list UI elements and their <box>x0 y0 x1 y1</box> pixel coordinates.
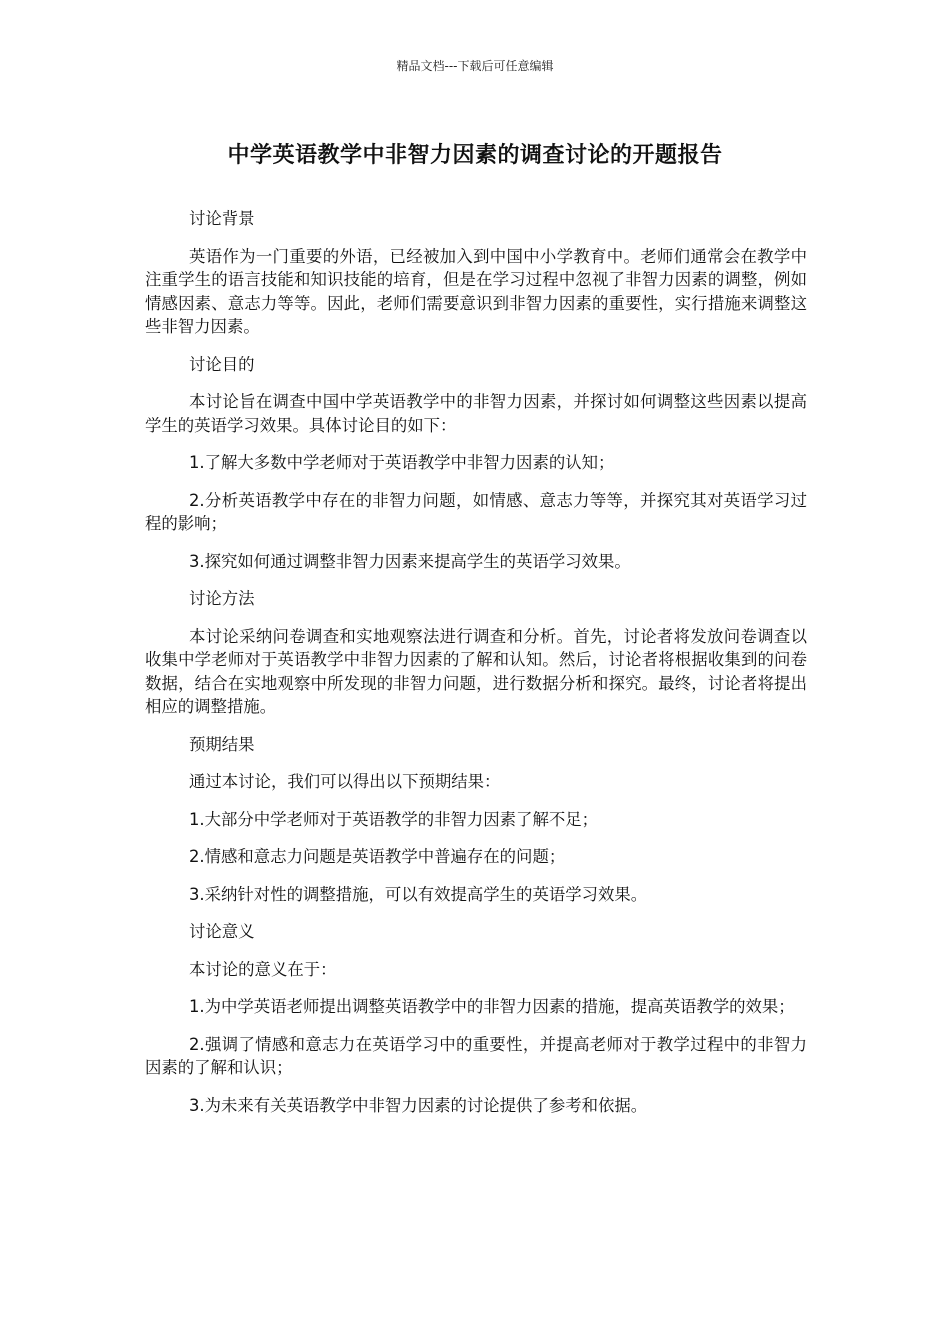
section-heading-method: 讨论方法 <box>189 589 255 608</box>
results-item: 2.情感和意志力问题是英语教学中普遍存在的问题； <box>189 847 566 866</box>
results-item: 1.大部分中学老师对于英语教学的非智力因素了解不足； <box>189 809 599 829</box>
significance-item: 3.为未来有关英语教学中非智力因素的讨论提供了参考和依据。 <box>189 1095 648 1115</box>
results-item: 3.采纳针对性的调整措施，可以有效提高学生的英语学习效果。 <box>189 884 648 904</box>
method-paragraph: 本讨论采纳问卷调查和实地观察法进行调查和分析。首先，讨论者将发放问卷调查以收集中学老师对于英语教学中非智力因素的了解和认知。然后，讨论者将根据收集到的问卷数据，结合在实地观察中所发现的非智力问题，进行数据分析和探究。最终，讨论者将提出相应的调整措施。 <box>145 626 807 716</box>
document-header-note: 精品文档---下载后可任意编辑 <box>396 59 554 73</box>
results-paragraph: 通过本讨论，我们可以得出以下预期结果： <box>189 772 501 791</box>
purpose-paragraph: 本讨论旨在调查中国中学英语教学中的非智力因素，并探讨如何调整这些因素以提高学生的英语学习效果。具体讨论目的如下： <box>145 392 807 435</box>
significance-item: 2.强调了情感和意志力在英语学习中的重要性，并提高老师对于教学过程中的非智力因素的了解和认识； <box>145 1034 807 1077</box>
purpose-item: 1.了解大多数中学老师对于英语教学中非智力因素的认知； <box>189 453 615 472</box>
section-heading-results: 预期结果 <box>189 734 255 754</box>
significance-item: 1.为中学英语老师提出调整英语教学中的非智力因素的措施，提高英语教学的效果； <box>189 997 795 1016</box>
document-title: 中学英语教学中非智力因素的调查讨论的开题报告 <box>227 143 723 168</box>
section-heading-purpose: 讨论目的 <box>189 354 255 374</box>
section-heading-background: 讨论背景 <box>189 209 255 228</box>
significance-paragraph: 本讨论的意义在于： <box>189 959 337 979</box>
document-body <box>145 207 807 1131</box>
purpose-item: 3.探究如何通过调整非智力因素来提高学生的英语学习效果。 <box>189 551 631 571</box>
purpose-item: 2.分析英语教学中存在的非智力问题，如情感、意志力等等，并探究其对英语学习过程的影响； <box>145 490 807 533</box>
background-paragraph: 英语作为一门重要的外语，已经被加入到中国中小学教育中。老师们通常会在教学中注重学生的语言技能和知识技能的培育，但是在学习过程中忽视了非智力因素的调整，例如情感因素、意志力等等。因此，老师们需要意识到非智力因素的重要性，实行措施来调整这些非智力因素。 <box>145 246 807 336</box>
section-heading-significance: 讨论意义 <box>189 922 255 941</box>
